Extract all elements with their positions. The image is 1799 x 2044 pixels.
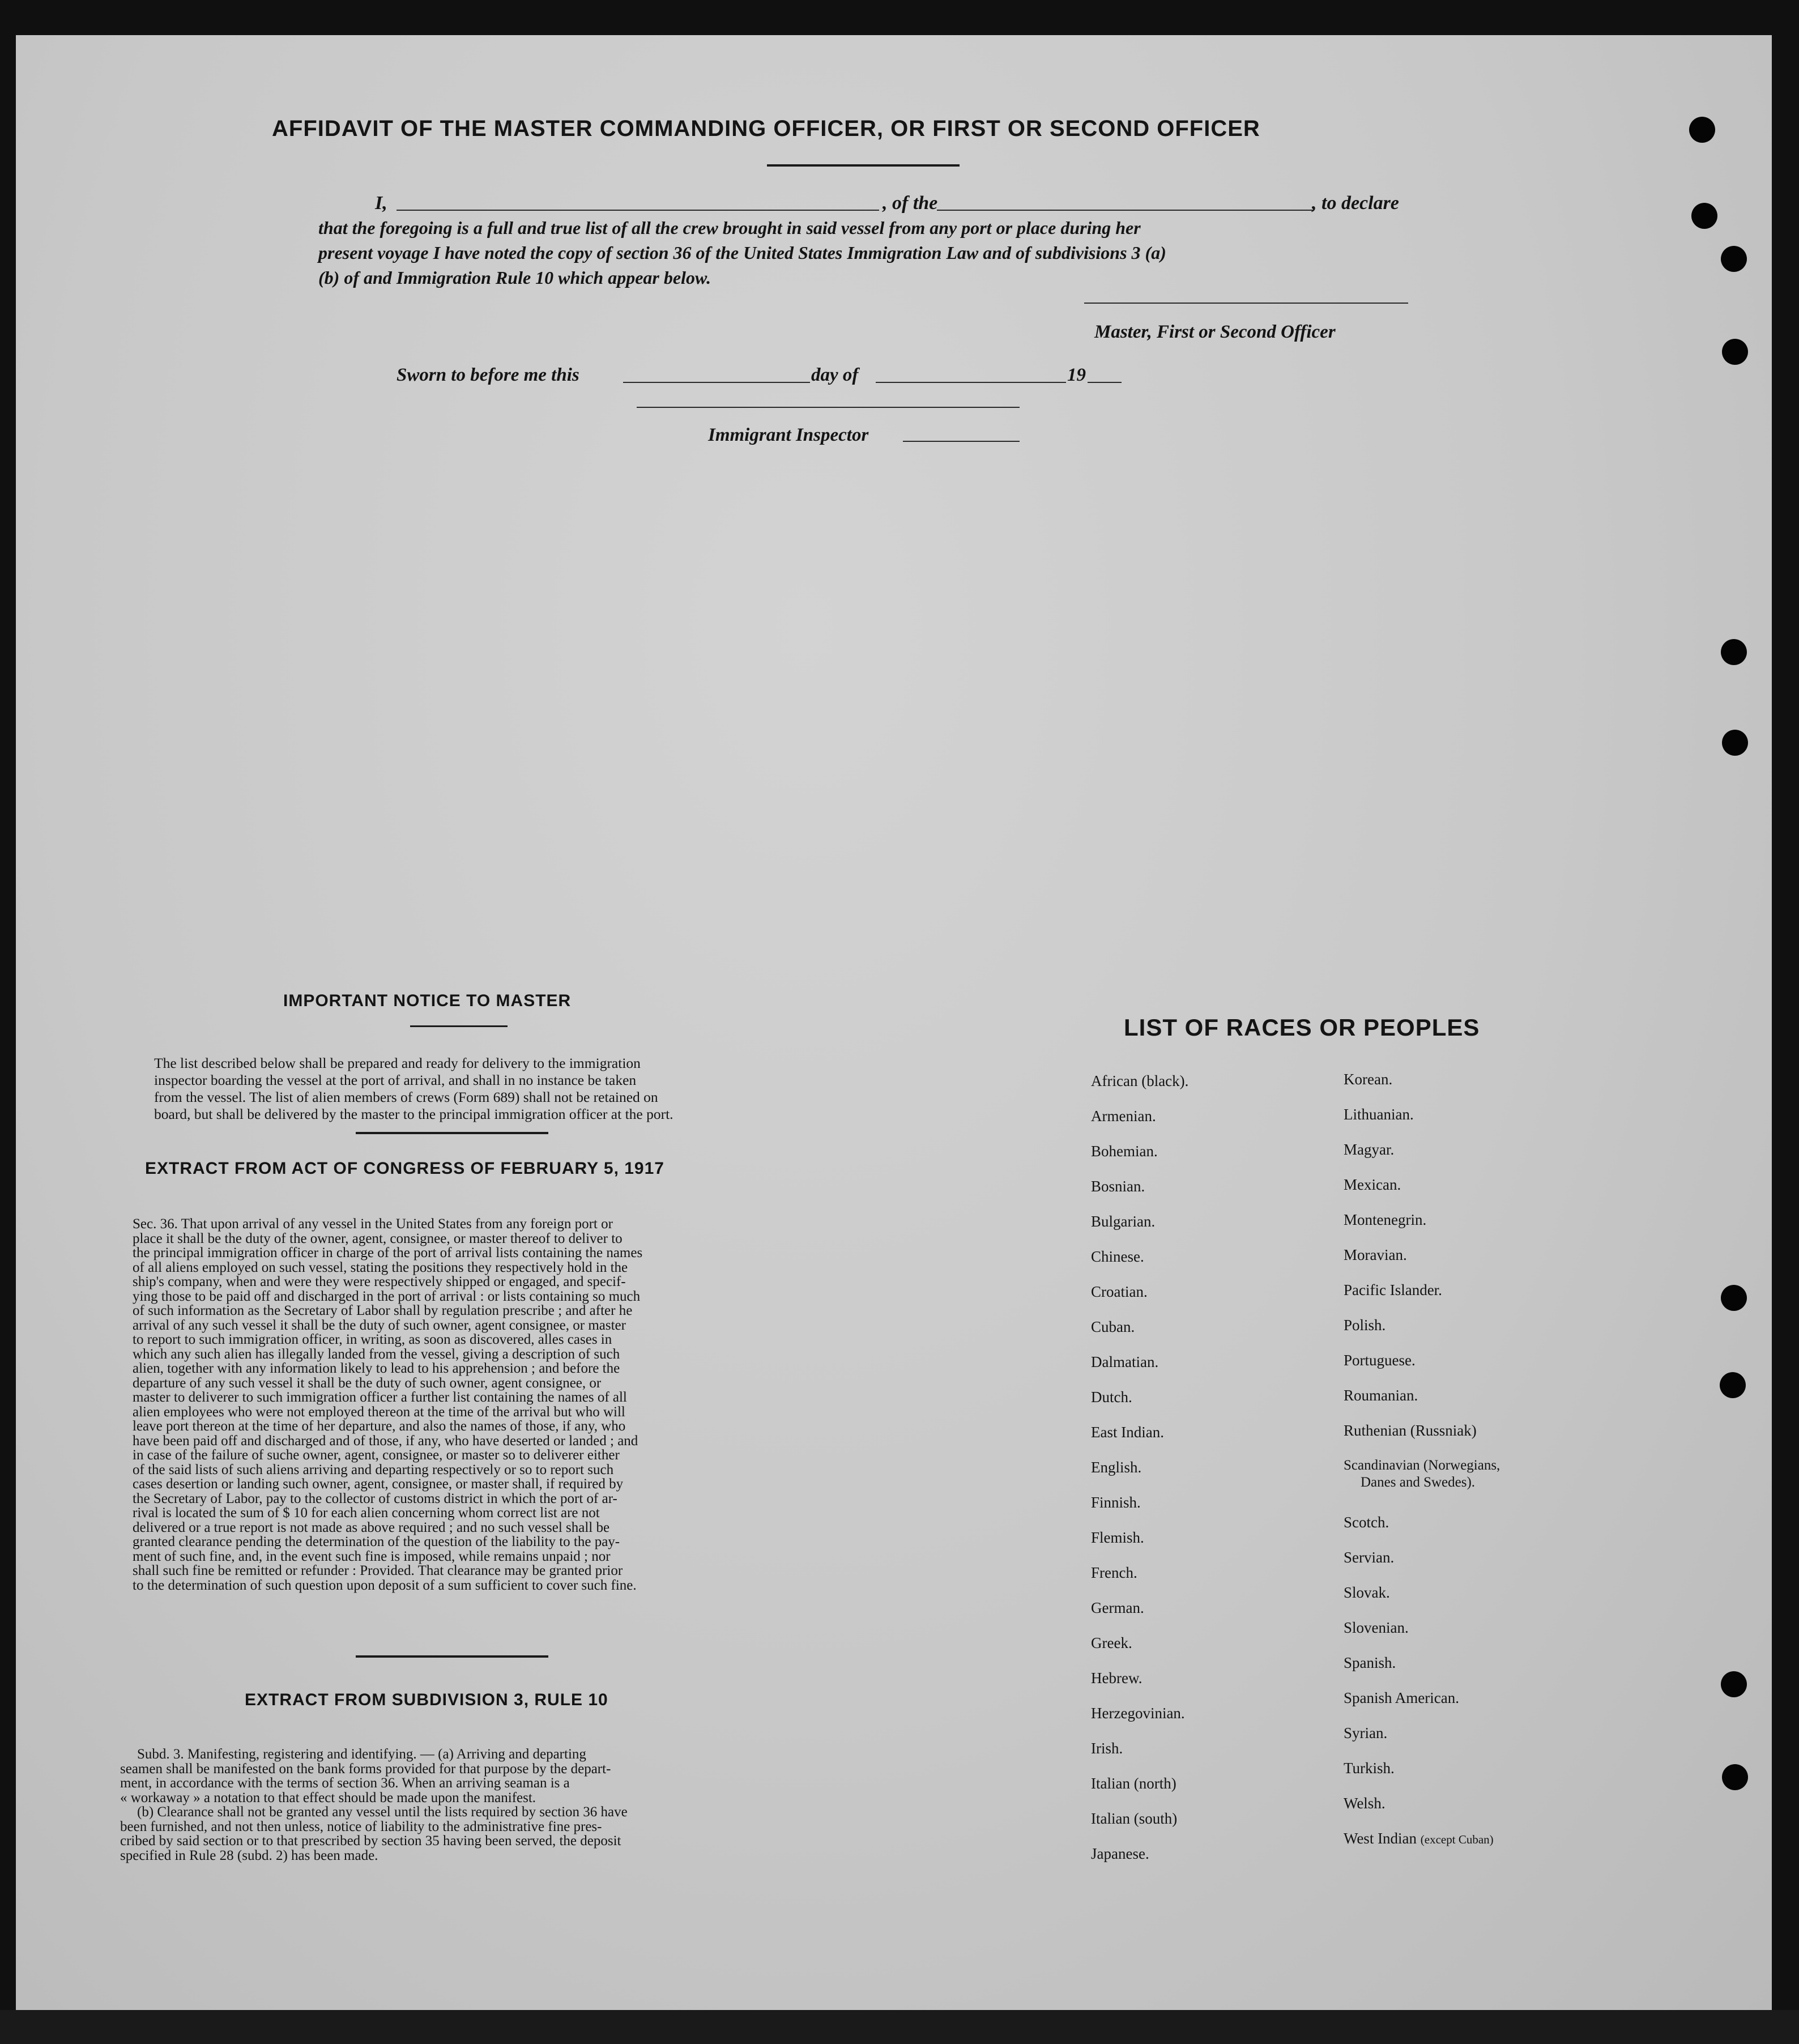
race-item: Hebrew. [1091, 1670, 1143, 1687]
act-line: in case of the failure of suche owner, agent, consignee, or master so to deliverer either [133, 1447, 620, 1463]
sworn-year-line [1088, 382, 1122, 383]
act-line: granted clearance pending the determination of the question of the liability to the pay- [133, 1534, 620, 1549]
race-item: West Indian [1344, 1830, 1417, 1847]
notice-line: board, but shall be delivered by the master to the principal immigration officer at the port. [154, 1106, 673, 1122]
race-item: Montenegrin. [1344, 1211, 1427, 1228]
binder-hole [1721, 639, 1747, 665]
divider [356, 1655, 548, 1658]
race-item: Finnish. [1091, 1494, 1141, 1511]
race-item: Croatian. [1091, 1283, 1148, 1300]
act-line: ship's company, when and were they were respectively shipped or engaged, and specif- [133, 1274, 626, 1289]
divider [767, 164, 960, 167]
subdivision-line: Subd. 3. Manifesting, registering and identifying. — (a) Arriving and departing [137, 1747, 586, 1762]
act-line: have been paid off and discharged and of those, if any, who have deserted or landed ; and [133, 1433, 638, 1449]
year-label: 19 [1067, 365, 1086, 385]
race-item: Spanish. [1344, 1654, 1396, 1671]
subdivision-line: been furnished, and not then unless, notice of liability to the administrative fine pres- [120, 1819, 602, 1834]
race-item: Scandinavian (Norwegians, [1344, 1458, 1500, 1473]
day-of-label: day of [811, 365, 859, 385]
binder-hole [1722, 730, 1748, 756]
act-line: the principal immigration officer in charge of the port of arrival lists containing the names [133, 1245, 643, 1261]
race-item: Cuban. [1091, 1318, 1135, 1335]
binder-hole [1689, 117, 1715, 143]
act-section-36 [133, 1217, 790, 1592]
sworn-day-line [623, 382, 810, 383]
inspector-label: Immigrant Inspector [708, 425, 869, 445]
act-line: cases desertion or landing such owner, agent, consignee, or master shall, if required by [133, 1476, 624, 1492]
act-line: Sec. 36. That upon arrival of any vessel in the United States from any foreign port or [133, 1216, 613, 1232]
race-item: Greek. [1091, 1634, 1132, 1651]
binder-hole [1722, 339, 1748, 365]
race-item: Magyar. [1344, 1141, 1395, 1158]
race-item: Bohemian. [1091, 1143, 1158, 1160]
affidavit-body-line: (b) of and Immigration Rule 10 which appear below. [318, 267, 711, 288]
act-line: of all aliens employed on such vessel, stating the positions they respectively hold in the [133, 1259, 628, 1275]
act-line: alien employees who were not employed thereon at the time of the arrival but who will [133, 1404, 625, 1420]
act-line: of the said lists of such aliens arriving and departing respectively or so to report such [133, 1462, 614, 1477]
act-line: departure of any such vessel it shall be the duty of such owner, agent consignee, or [133, 1375, 602, 1391]
race-item: Korean. [1344, 1071, 1393, 1088]
race-item: Armenian. [1091, 1108, 1156, 1125]
act-line: ying those to be paid off and discharged in the port of arrival : or lists containing so much [133, 1288, 641, 1304]
race-item-scandinavian [1344, 1457, 1500, 1514]
binder-hole [1720, 1372, 1746, 1398]
subdivision-line: specified in Rule 28 (subd. 2) has been made. [120, 1847, 378, 1863]
notice-line: inspector boarding the vessel at the port of arrival, and shall in no instance be taken [154, 1072, 637, 1088]
scan-bottom-edge [0, 2010, 1799, 2044]
affidavit-i-label: I, [375, 193, 387, 214]
act-line: which any such alien has illegally landed from the vessel, giving a description of such [133, 1346, 620, 1362]
subdivision-line: seamen shall be manifested on the bank forms provided for that purpose by the depart- [120, 1761, 611, 1777]
race-item: Bulgarian. [1091, 1213, 1156, 1230]
races-left-column [1091, 1072, 1188, 1880]
act-line: rival is located the sum of $ 10 for each alien concerning whom correct list are not [133, 1505, 600, 1521]
race-item: Italian (north) [1091, 1775, 1176, 1792]
race-item: Turkish. [1344, 1760, 1395, 1777]
race-item: German. [1091, 1599, 1144, 1616]
race-item-note: (except Cuban) [1420, 1833, 1494, 1846]
affidavit-body-line: that the foregoing is a full and true list of all the crew brought in said vessel from any port or place during her [318, 218, 1141, 238]
act-line: master to deliverer to such immigration officer a further list containing the names of all [133, 1390, 627, 1405]
subdivision-line: « workaway » a notation to that effect should be made upon the manifest. [120, 1790, 536, 1805]
divider [410, 1025, 508, 1027]
race-item: Slovak. [1344, 1584, 1390, 1601]
race-item: Flemish. [1091, 1529, 1144, 1546]
race-item: English. [1091, 1459, 1142, 1476]
subdivision-line: ment, in accordance with the terms of section 36. When an arriving seaman is a [120, 1775, 570, 1791]
affidavit-body-line: present voyage I have noted the copy of section 36 of the United States Immigration Law and of subdivisions 3 (a) [318, 242, 1166, 263]
race-item: Spanish American. [1344, 1689, 1459, 1706]
act-line: arrival of any such vessel it shall be the duty of such owner, agent consignee, or master [133, 1317, 626, 1333]
notice-line: from the vessel. The list of alien members of crews (Form 689) shall not be retained on [154, 1089, 658, 1105]
race-item: Welsh. [1344, 1795, 1386, 1812]
subdivision-line: (b) Clearance shall not be granted any vessel until the lists required by section 36 have [137, 1804, 628, 1820]
binder-hole [1721, 246, 1747, 272]
race-item: Irish. [1091, 1740, 1123, 1757]
race-item: Moravian. [1344, 1246, 1407, 1263]
sworn-label: Sworn to before me this [397, 365, 579, 385]
affidavit-to-declare-label: , to declare [1312, 193, 1399, 214]
act-line: delivered or a true report is not made as above required ; and no such vessel shall be [133, 1519, 610, 1535]
race-item-west-indian [1344, 1830, 1500, 1865]
inspector-signature-line [637, 407, 1020, 408]
act-line: to report to such immigration officer, in writing, as soon as discovered, alles cases in [133, 1332, 612, 1347]
race-item: Portuguese. [1344, 1352, 1416, 1369]
race-item: Slovenian. [1344, 1619, 1409, 1636]
races-right-column [1344, 1071, 1500, 1865]
race-item: Dalmatian. [1091, 1353, 1159, 1370]
race-item: Italian (south) [1091, 1810, 1178, 1827]
race-item: Japanese. [1091, 1845, 1149, 1862]
binder-hole [1721, 1285, 1747, 1311]
signature-line [1084, 303, 1408, 304]
race-item-continued: Danes and Swedes). [1361, 1475, 1476, 1490]
act-line: of such information as the Secretary of Labor shall by regulation prescribe ; and after he [133, 1303, 633, 1318]
act-title: EXTRACT FROM ACT OF CONGRESS OF FEBRUARY 5, 1917 [145, 1159, 664, 1178]
subdivision-text [120, 1747, 788, 1863]
name-blank-line [397, 210, 879, 211]
notice-line: The list described below shall be prepared and ready for delivery to the immigration [154, 1055, 641, 1071]
notice-title: IMPORTANT NOTICE TO MASTER [283, 991, 572, 1010]
race-item: East Indian. [1091, 1424, 1164, 1441]
race-item: African (black). [1091, 1072, 1189, 1089]
inspector-blank-line [903, 441, 1020, 442]
act-line: ment of such fine, and, in the event such fine is imposed, while remains unpaid ; nor [133, 1548, 611, 1564]
race-item: Lithuanian. [1344, 1106, 1414, 1123]
subdivision-line: cribed by said section or to that prescribed by section 35 having been served, the deposit [120, 1833, 621, 1849]
race-item: Servian. [1344, 1549, 1395, 1566]
form-page [16, 35, 1772, 2010]
race-item: Herzegovinian. [1091, 1705, 1185, 1722]
subdivision-title: EXTRACT FROM SUBDIVISION 3, RULE 10 [245, 1690, 608, 1709]
races-title: LIST OF RACES OR PEOPLES [1124, 1014, 1480, 1041]
affidavit-title: AFFIDAVIT OF THE MASTER COMMANDING OFFICER, OR FIRST OR SECOND OFFICER [272, 116, 1260, 141]
race-item: Mexican. [1344, 1176, 1401, 1193]
race-item: Bosnian. [1091, 1178, 1145, 1195]
race-item: Dutch. [1091, 1389, 1132, 1406]
act-line: place it shall be the duty of the owner, agent, consignee, or master thereof to deliver to [133, 1230, 623, 1246]
race-item: Roumanian. [1344, 1387, 1418, 1404]
act-line: alien, together with any information likely to lead to his apprehension ; and before the [133, 1361, 620, 1376]
race-item: French. [1091, 1564, 1137, 1581]
act-line: leave port thereon at the time of her departure, and also the names of those, if any, who [133, 1419, 626, 1434]
race-item: Polish. [1344, 1317, 1386, 1334]
act-line: to the determination of such question upon deposit of a sum sufficient to cover such fine. [133, 1577, 637, 1593]
race-item: Chinese. [1091, 1248, 1144, 1265]
divider [356, 1132, 548, 1134]
race-item: Pacific Islander. [1344, 1281, 1442, 1298]
binder-hole [1691, 203, 1717, 229]
signature-label: Master, First or Second Officer [1094, 322, 1336, 342]
race-item: Syrian. [1344, 1724, 1388, 1741]
vessel-blank-line [937, 210, 1313, 211]
act-line: shall such fine be remitted or refunder : Provided. That clearance may be granted prior [133, 1563, 623, 1578]
sworn-month-line [876, 382, 1066, 383]
binder-hole [1722, 1764, 1748, 1790]
race-item: Ruthenian (Russniak) [1344, 1422, 1477, 1439]
race-item: Scotch. [1344, 1514, 1389, 1531]
affidavit-of-the-label: , of the [883, 193, 938, 214]
binder-hole [1721, 1671, 1747, 1697]
act-line: the Secretary of Labor, pay to the collector of customs district in which the port of ar- [133, 1491, 617, 1506]
